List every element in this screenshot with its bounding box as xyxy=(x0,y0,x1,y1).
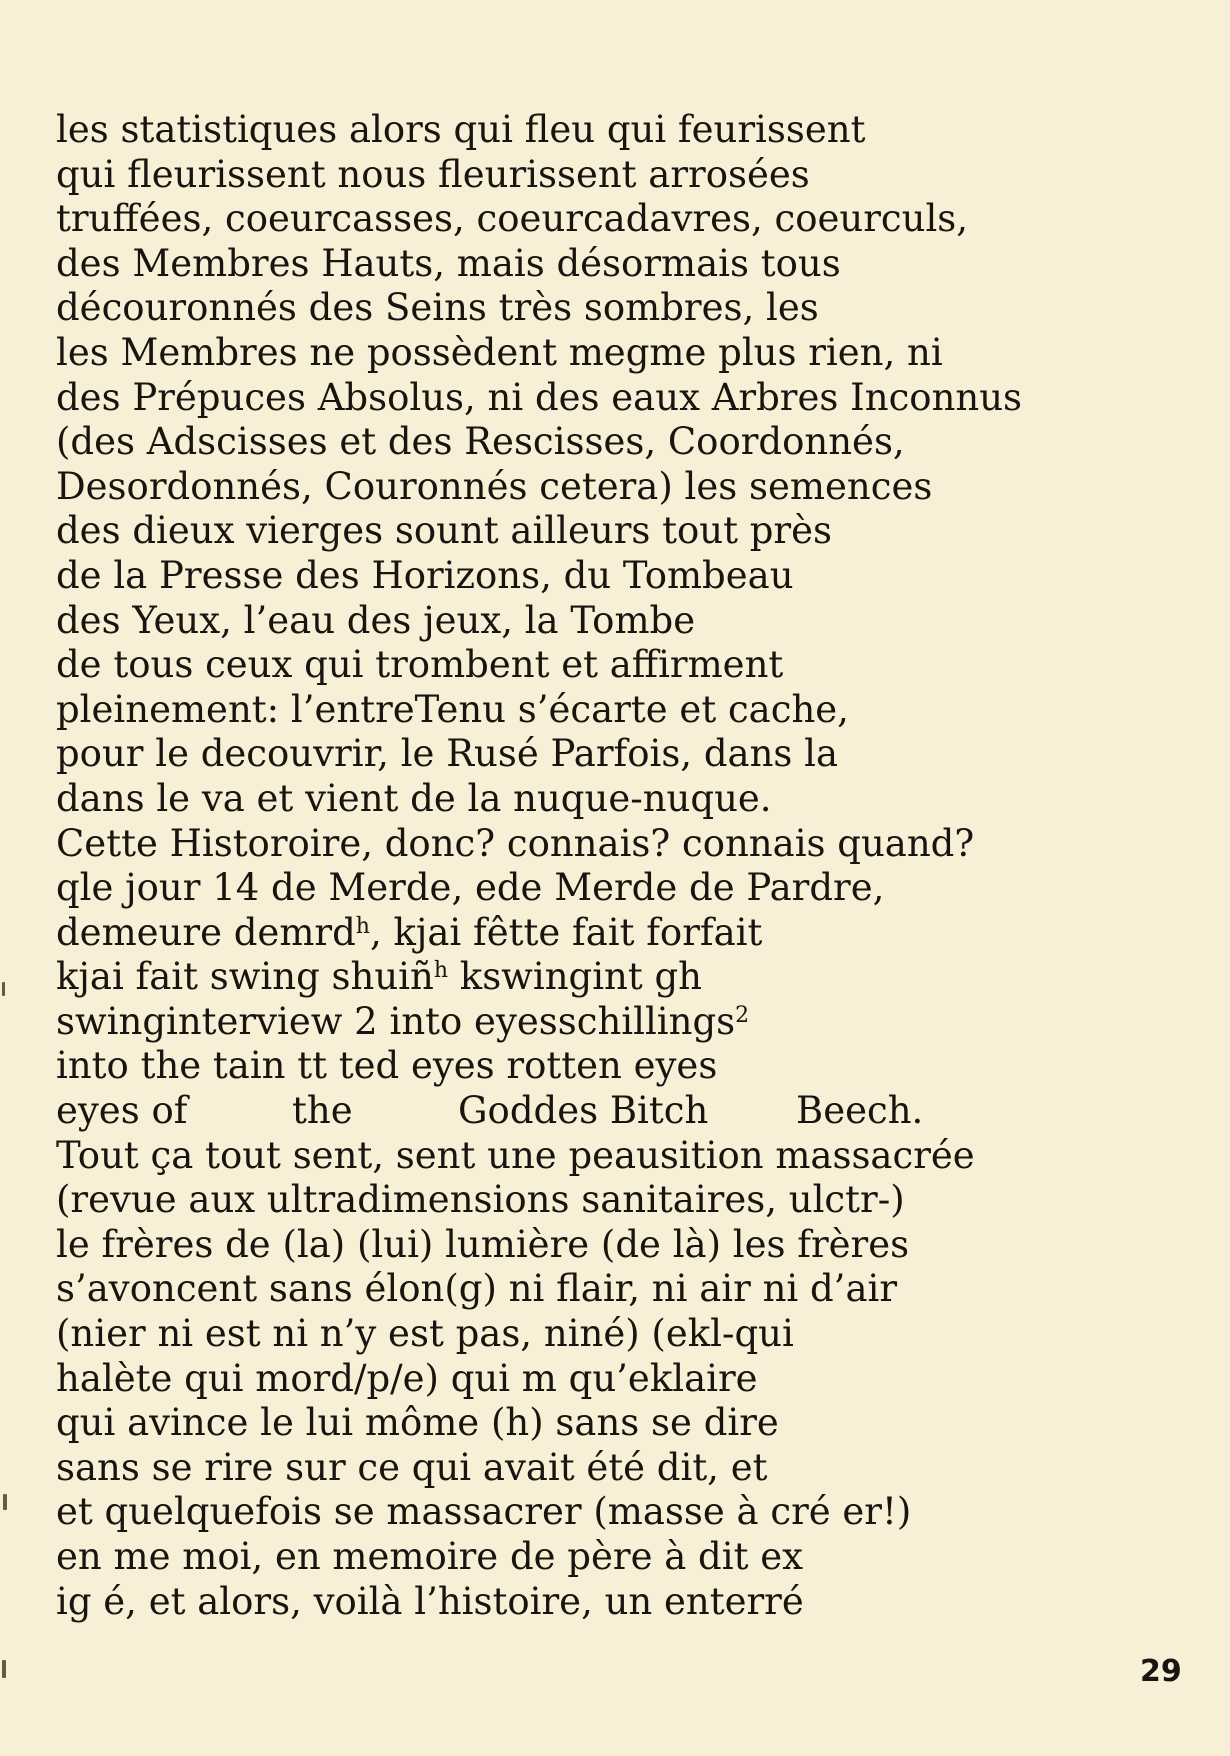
spaced-word: the xyxy=(292,1089,353,1133)
poem-line: des Prépuces Absolus, ni des eaux Arbres Inconnus xyxy=(56,375,1023,419)
poem-text-part: kjai fait swing shuiñ xyxy=(56,955,434,999)
poem-line: le frères de (la) (lui) lumière (de là) les frères xyxy=(56,1222,910,1266)
poem-text-part: kswingint gh xyxy=(448,955,703,999)
superscript: h xyxy=(433,958,449,984)
poem-line: ig é, et alors, voilà l’histoire, un enterré xyxy=(56,1579,804,1623)
poem-line: halète qui mord/p/e) qui m qu’eklaire xyxy=(56,1356,758,1400)
poem-line: qui avince le lui môme (h) sans se dire xyxy=(56,1401,779,1445)
scan-mark xyxy=(2,982,5,996)
spaced-word: Beech. xyxy=(796,1089,924,1133)
poem-line: dans le va et vient de la nuque-nuque. xyxy=(56,776,772,820)
poem-line: truffées, coeurcasses, coeurcadavres, coeurculs, xyxy=(56,197,969,241)
poem-line: en me moi, en memoire de père à dit ex xyxy=(56,1535,803,1578)
poem-line: de tous ceux qui trombent et affirment xyxy=(56,643,784,687)
page-number: 29 xyxy=(1140,1654,1182,1689)
poem-line: pleinement: l’entreTenu s’écarte et cache, xyxy=(56,687,849,731)
spaced-word: Goddes Bitch xyxy=(458,1089,709,1133)
poem-line: pour le decouvrir, le Rusé Parfois, dans la xyxy=(56,732,839,776)
poem-line: into the tain tt ted eyes rotten eyes xyxy=(56,1044,718,1088)
poem-line: qle jour 14 de Merde, ede Merde de Pardre, xyxy=(56,866,885,910)
poem-text-part: , kjai fêtte fait forfait xyxy=(369,910,763,954)
poem-line: découronnés des Seins très sombres, les xyxy=(56,286,819,330)
poem-line: Desordonnés, Couronnés cetera) les semences xyxy=(56,464,933,508)
poem-text-part: swinginterview 2 into eyesschillings xyxy=(56,999,736,1043)
poem-line: les statistiques alors qui fleu qui feurissent xyxy=(56,108,866,151)
poem-line: qui fleurissent nous fleurissent arrosées xyxy=(56,152,810,196)
poem-line-demeure xyxy=(56,911,1156,956)
poem-line-swing xyxy=(56,1000,1156,1045)
spaced-word: eyes of xyxy=(56,1089,188,1133)
poem-line: des Yeux, l’eau des jeux, la Tombe xyxy=(56,598,696,642)
poem-line-spaced xyxy=(56,1089,1156,1134)
poem-text-part: demeure demrd xyxy=(56,910,356,954)
poem-line: Cette Historoire, donc? connais? connais quand? xyxy=(56,821,975,865)
superscript: h xyxy=(355,913,370,939)
poem-text xyxy=(56,108,1156,1624)
poem-line: les Membres ne possèdent megme plus rien, ni xyxy=(56,330,943,374)
poem-line: (nier ni est ni n’y est pas, niné) (ekl-qui xyxy=(56,1312,794,1356)
poem-line-kjai xyxy=(56,955,1156,1000)
poem-line: s’avoncent sans élon(g) ni flair, ni air ni d’air xyxy=(56,1267,898,1311)
poem-line: (des Adscisses et des Rescisses, Coordonnés, xyxy=(56,420,905,464)
scan-mark xyxy=(2,1660,6,1678)
poem-line: sans se rire sur ce qui avait été dit, et xyxy=(56,1445,768,1489)
scan-mark xyxy=(3,1494,7,1510)
poem-line: des Membres Hauts, mais désormais tous xyxy=(56,241,841,285)
superscript: 2 xyxy=(735,1002,750,1028)
poem-line: Tout ça tout sent, sent une peausition massacrée xyxy=(56,1133,975,1177)
poem-line: et quelquefois se massacrer (masse à cré er!) xyxy=(56,1490,912,1534)
poem-line: de la Presse des Horizons, du Tombeau xyxy=(56,553,794,597)
poem-line: (revue aux ultradimensions sanitaires, ulctr-) xyxy=(56,1178,905,1222)
poem-line: des dieux vierges sount ailleurs tout près xyxy=(56,509,832,553)
